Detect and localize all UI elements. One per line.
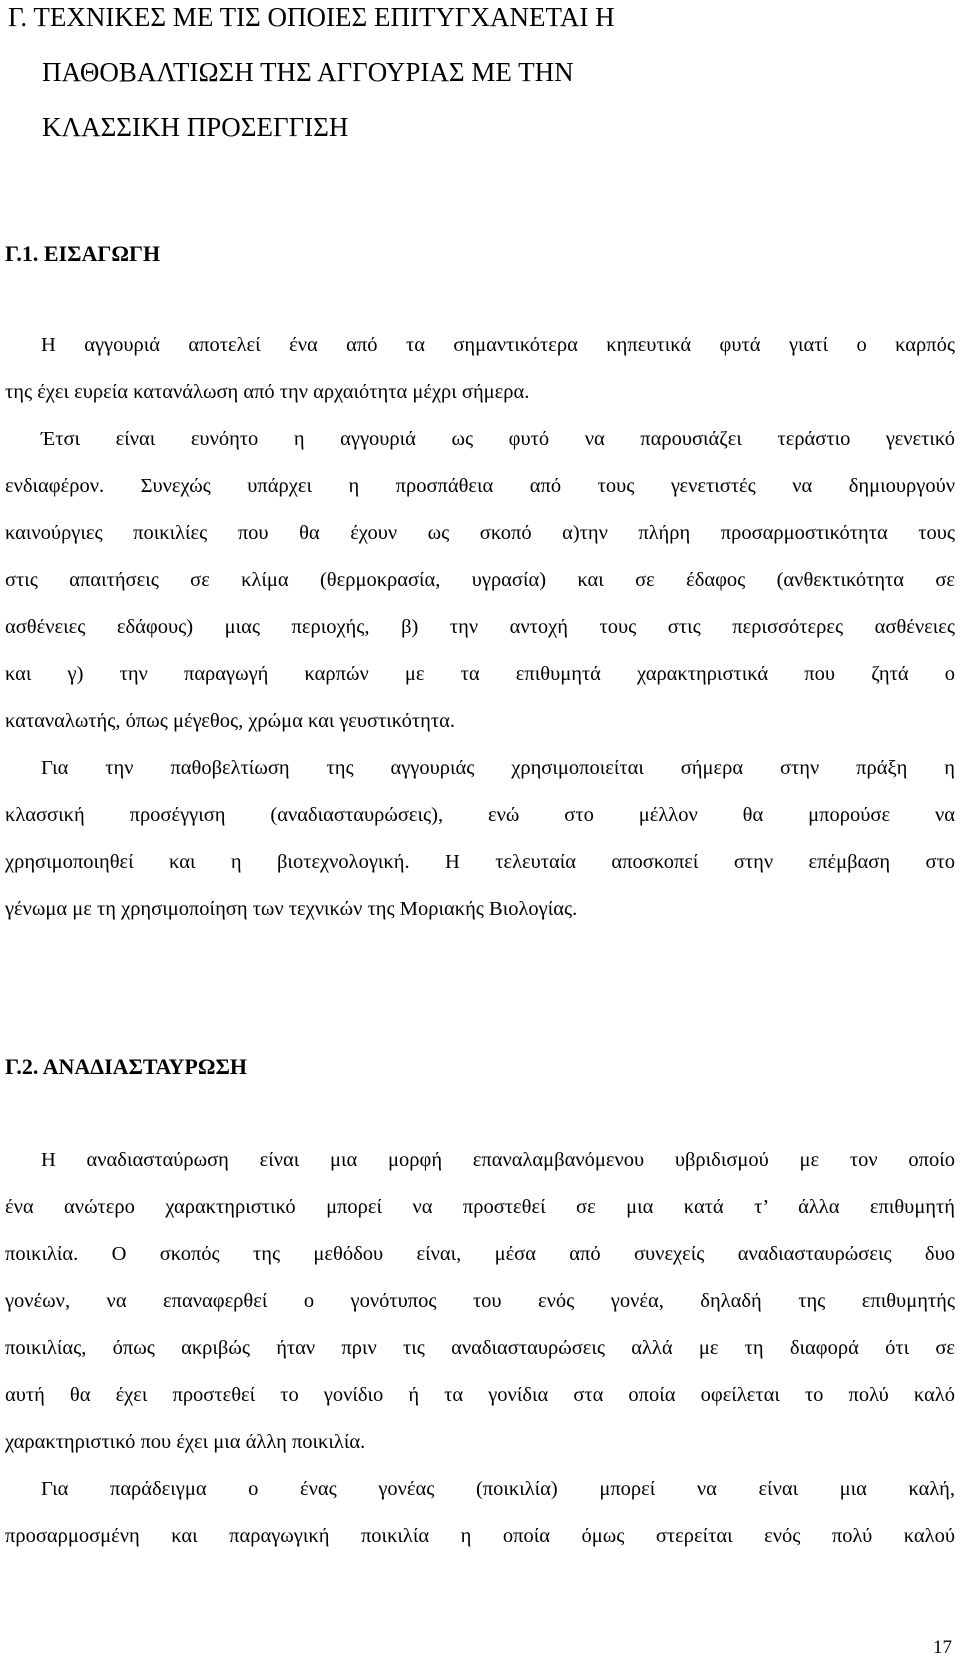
text-line: Η αναδιασταύρωση είναι μια μορφή επαναλαμβανόμενου υβριδισμού με τον οποίο [41, 1149, 955, 1171]
text-line: χαρακτηριστικό που έχει μια άλλη ποικιλία. [5, 1431, 366, 1453]
text-line: ποικιλία. Ο σκοπός της μεθόδου είναι, μέσα από συνεχείς αναδιασταυρώσεις δυο [5, 1243, 955, 1265]
text-line: καινούργιες ποικιλίες που θα έχουν ως σκοπό α)την πλήρη προσαρμοστικότητα τους [5, 522, 955, 544]
document-title [8, 0, 948, 155]
text-line: γονέων, να επαναφερθεί ο γονότυπος του ενός γονέα, δηλαδή της επιθυμητής [5, 1290, 955, 1312]
text-line: της έχει ευρεία κατανάλωση από την αρχαιότητα μέχρι σήμερα. [5, 381, 530, 403]
text-line: προσαρμοσμένη και παραγωγική ποικιλία η οποία όμως στερείται ενός πολύ καλού [5, 1525, 955, 1547]
text-line: ποικιλίας, όπως ακριβώς ήταν πριν τις αναδιασταυρώσεις αλλά με τη διαφορά ότι σε [5, 1337, 955, 1359]
section-body-introduction [5, 322, 955, 933]
text-line: χρησιμοποιηθεί και η βιοτεχνολογική. Η τελευταία αποσκοπεί στην επέμβαση στο [5, 851, 955, 873]
text-line: και γ) την παραγωγή καρπών με τα επιθυμητά χαρακτηριστικά που ζητά ο [5, 663, 955, 685]
title-line: ΠΑΘΟΒΑΛΤΙΩΣΗ ΤΗΣ ΑΓΓΟΥΡΙΑΣ ΜΕ ΤΗΝ [42, 57, 574, 87]
text-line: καταναλωτής, όπως μέγεθος, χρώμα και γευστικότητα. [5, 710, 455, 732]
section-heading-backcross: Γ.2. ΑΝΑΔΙΑΣΤΑΥΡΩΣΗ [5, 1054, 247, 1079]
text-line: ένα ανώτερο χαρακτηριστικό μπορεί να προστεθεί σε μια κατά τ’ άλλα επιθυμητή [5, 1196, 955, 1218]
text-line: Για παράδειγμα ο ένας γονέας (ποικιλία) μπορεί να είναι μια καλή, [41, 1478, 955, 1500]
text-line: Για την παθοβελτίωση της αγγουριάς χρησιμοποιείται σήμερα στην πράξη η [41, 757, 955, 779]
text-line: Η αγγουριά αποτελεί ένα από τα σημαντικότερα κηπευτικά φυτά γιατί ο καρπός [41, 334, 955, 356]
text-line: στις απαιτήσεις σε κλίμα (θερμοκρασία, υγρασία) και σε έδαφος (ανθεκτικότητα σε [5, 569, 955, 591]
text-line: αυτή θα έχει προστεθεί το γονίδιο ή τα γονίδια στα οποία οφείλεται το πολύ καλό [5, 1384, 955, 1406]
section-heading-introduction: Γ.1. ΕΙΣΑΓΩΓΗ [5, 241, 161, 266]
title-line: Γ. ΤΕΧΝΙΚΕΣ ΜΕ ΤΙΣ ΟΠΟΙΕΣ ΕΠΙΤΥΓΧΑΝΕΤΑΙ Η [8, 2, 615, 32]
text-line: κλασσική προσέγγιση (αναδιασταυρώσεις), ενώ στο μέλλον θα μπορούσε να [5, 804, 955, 826]
page-number: 17 [933, 1637, 952, 1658]
title-line: ΚΛΑΣΣΙΚΗ ΠΡΟΣΕΓΓΙΣΗ [42, 112, 349, 142]
section-body-backcross [5, 1137, 955, 1560]
text-line: γένωμα με τη χρησιμοποίηση των τεχνικών της Μοριακής Βιολογίας. [5, 898, 578, 920]
text-line: Έτσι είναι ευνόητο η αγγουριά ως φυτό να παρουσιάζει τεράστιο γενετικό [41, 428, 955, 450]
text-line: ασθένειες εδάφους) μιας περιοχής, β) την αντοχή τους στις περισσότερες ασθένειες [5, 616, 955, 638]
text-line: ενδιαφέρον. Συνεχώς υπάρχει η προσπάθεια από τους γενετιστές να δημιουργούν [5, 475, 955, 497]
